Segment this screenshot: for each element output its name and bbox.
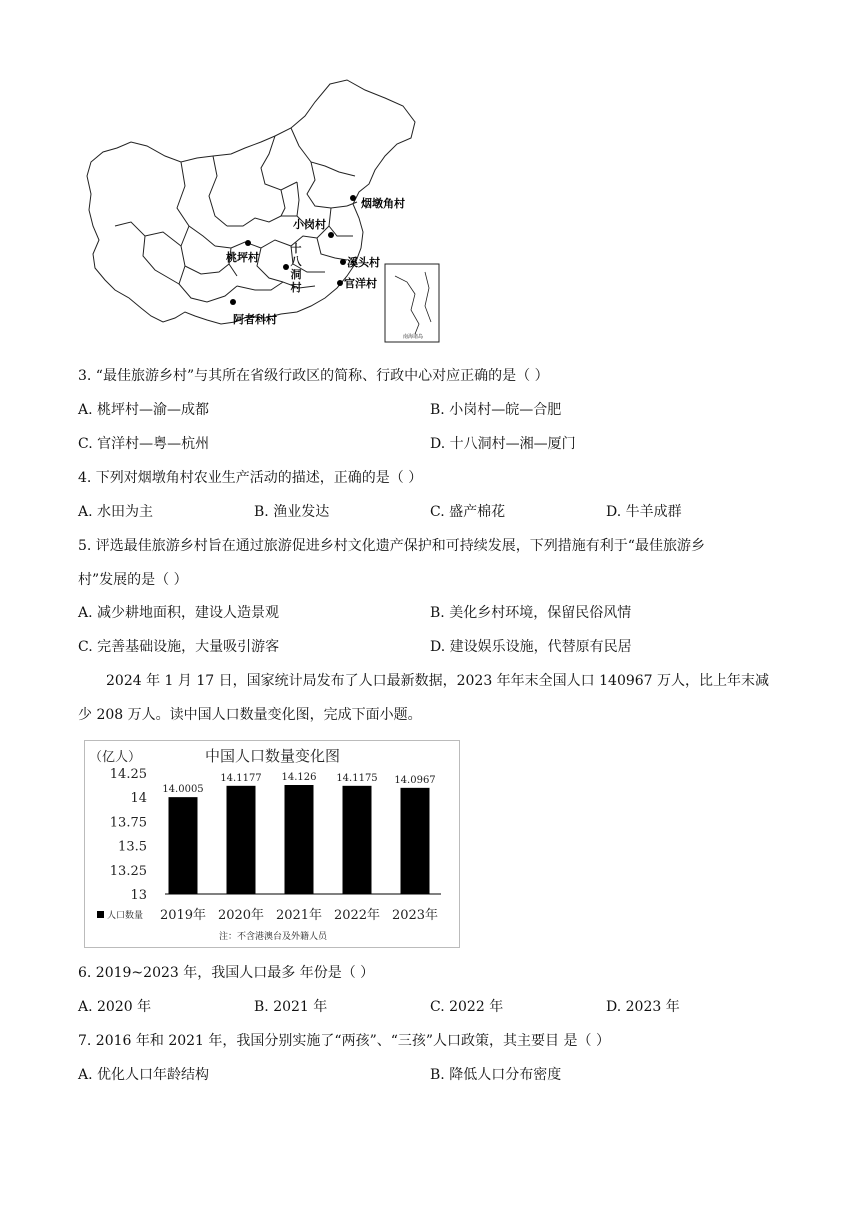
x-tick-label: 2020年 <box>217 908 265 923</box>
q4-option-a[interactable]: A. 水田为主 <box>78 504 154 520</box>
q3-stem: 3. “最佳旅游乡村”与其所在省级行政区的简称、行政中心对应正确的是（ ） <box>78 368 549 384</box>
q3-option-a[interactable]: A. 桃坪村—渝—成都 <box>78 402 210 418</box>
chart-ylabel: （亿人） <box>89 750 142 765</box>
q6-option-b[interactable]: B. 2021 年 <box>254 999 328 1015</box>
china-map <box>85 76 445 346</box>
y-tick-label: 13 <box>130 888 147 903</box>
q5-stem-line2: 村”发展的是（ ） <box>78 572 188 588</box>
bar-2023年 <box>401 788 430 894</box>
bar-2022年 <box>343 786 372 894</box>
bar-value-label: 14.126 <box>281 772 317 784</box>
q4-option-b[interactable]: B. 渔业发达 <box>254 504 330 520</box>
q6-option-d[interactable]: D. 2023 年 <box>606 999 680 1015</box>
label-guanyang: 官洋村 <box>344 278 377 290</box>
marker-xiaogang <box>328 232 334 238</box>
q3-option-b[interactable]: B. 小岗村—皖—合肥 <box>430 402 562 418</box>
q4-option-d[interactable]: D. 牛羊成群 <box>606 504 682 520</box>
label-shibadong-vertical: 十八洞村 <box>290 243 302 294</box>
bar-value-label: 14.1175 <box>336 772 378 784</box>
chart-title: 中国人口数量变化图 <box>205 747 341 765</box>
q5-stem-line1: 5. 评选最佳旅游乡村旨在通过旅游促进乡村文化遗产保护和可持续发展，下列措施有利于“最佳旅游乡 <box>78 538 705 554</box>
q7-option-a[interactable]: A. 优化人口年龄结构 <box>78 1067 210 1083</box>
legend-label: 人口数量 <box>107 911 144 921</box>
marker-azheke <box>230 299 236 305</box>
bar-value-label: 14.1177 <box>220 772 262 784</box>
q5-option-c[interactable]: C. 完善基础设施，大量吸引游客 <box>78 639 280 655</box>
intro-paragraph: 2024 年 1 月 17 日，国家统计局发布了人口最新数据，2023 年年末全国人口 140967 万人，比上年末减少 208 万人。读中国人口数量变化图，完成下面小题。 <box>78 673 770 723</box>
x-tick-label: 2019年 <box>159 908 207 923</box>
q5-option-a[interactable]: A. 减少耕地面积，建设人造景观 <box>78 605 280 621</box>
marker-xitou <box>340 259 346 265</box>
y-tick-label: 13.25 <box>109 863 147 879</box>
x-tick-label: 2022年 <box>333 908 381 923</box>
y-tick-label: 13.5 <box>118 839 147 855</box>
q5-option-d[interactable]: D. 建设娱乐设施，代替原有民居 <box>430 639 632 655</box>
chart-note: 注：不含港澳台及外籍人员 <box>219 932 328 942</box>
q3-option-c[interactable]: C. 官洋村—粤—杭州 <box>78 436 210 452</box>
label-yandunjiao: 烟墩角村 <box>361 198 405 210</box>
q7-option-b[interactable]: B. 降低人口分布密度 <box>430 1067 562 1083</box>
q7-stem: 7. 2016 年和 2021 年，我国分别实施了“两孩”、“三孩”人口政策，其主要目 是（ ） <box>78 1033 610 1049</box>
marker-guanyang <box>337 280 343 286</box>
bar-2021年 <box>285 785 314 894</box>
q3-option-d[interactable]: D. 十八洞村—湘—厦门 <box>430 436 576 452</box>
bar-value-label: 14.0005 <box>162 784 204 796</box>
label-xiaogang: 小岗村 <box>293 219 326 231</box>
legend-swatch <box>97 911 104 918</box>
bar-2019年 <box>169 797 198 894</box>
south-china-sea-inset <box>385 264 439 342</box>
population-chart <box>84 740 460 948</box>
y-tick-label: 14.25 <box>109 767 147 782</box>
label-azheke: 阿者科村 <box>233 314 277 326</box>
y-tick-label: 13.75 <box>109 815 147 831</box>
x-tick-label: 2021年 <box>275 908 323 923</box>
x-tick-label: 2023年 <box>391 908 439 923</box>
label-xitou: 溪头村 <box>347 257 380 269</box>
q4-option-c[interactable]: C. 盛产棉花 <box>430 504 506 520</box>
bar-2020年 <box>227 786 256 894</box>
q6-option-a[interactable]: A. 2020 年 <box>78 999 152 1015</box>
q6-option-c[interactable]: C. 2022 年 <box>430 999 504 1015</box>
marker-taoping <box>245 240 251 246</box>
bar-value-label: 14.0967 <box>394 774 436 786</box>
q4-stem: 4. 下列对烟墩角村农业生产活动的描述，正确的是（ ） <box>78 470 423 486</box>
q5-option-b[interactable]: B. 美化乡村环境，保留民俗风情 <box>430 605 632 621</box>
inset-label: 南海诸岛 <box>403 334 424 340</box>
label-taoping: 桃坪村 <box>226 252 259 264</box>
q6-stem: 6. 2019~2023 年，我国人口最多 年份是（ ） <box>78 965 375 981</box>
marker-shibadong <box>283 264 289 270</box>
marker-yandunjiao <box>350 195 356 201</box>
y-tick-label: 14 <box>130 791 147 807</box>
